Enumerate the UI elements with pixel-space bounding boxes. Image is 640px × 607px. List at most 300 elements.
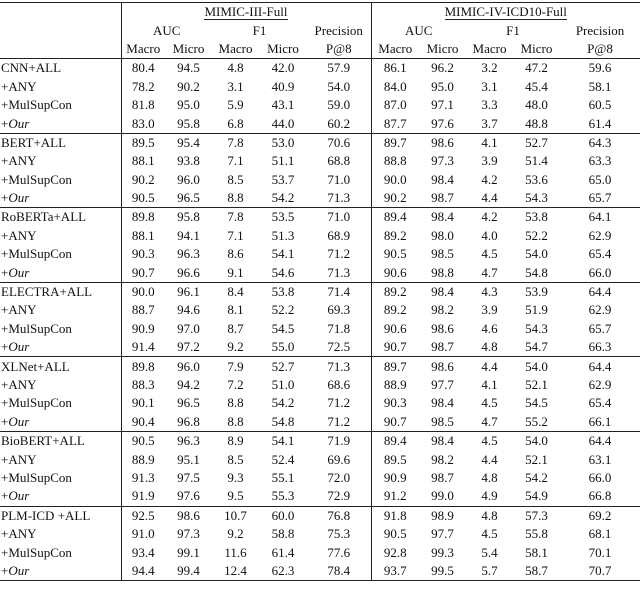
metric-value: 60.0	[259, 506, 307, 525]
metric-value: 90.6	[383, 264, 407, 280]
metric-value: 4.0	[481, 227, 498, 243]
metric-value: 95.0	[431, 78, 454, 94]
metric-value: 96.8	[177, 413, 200, 429]
table-row	[0, 320, 640, 338]
metric-value: 54.0	[513, 431, 560, 450]
metric-value: 54.0	[307, 78, 371, 96]
metric-value: 80.4	[121, 59, 165, 78]
metric-value: 78.4	[307, 562, 371, 581]
table-row	[0, 171, 640, 189]
metric-value: 71.9	[307, 431, 371, 450]
metric-value: 60.2	[307, 114, 371, 133]
metric-value: 81.8	[131, 97, 155, 113]
metric-value: 98.0	[431, 227, 454, 243]
metric-value: 71.3	[307, 189, 371, 208]
metric-value: 3.2	[466, 59, 513, 78]
method-prefix: +	[1, 562, 9, 578]
metric-value: 90.2	[383, 190, 407, 206]
metric-value: 71.2	[307, 413, 371, 432]
metric-value: 89.5	[121, 133, 165, 152]
method-prefix: +	[1, 488, 9, 504]
metric-value: 90.0	[383, 171, 407, 187]
metric-value: 11.6	[224, 544, 247, 560]
method-header-cell	[0, 3, 121, 22]
metric-value: 62.9	[588, 377, 612, 392]
metric-value: 97.1	[431, 97, 454, 113]
metric-value: 54.2	[525, 469, 548, 485]
metric-value: 90.7	[131, 264, 155, 280]
method-prefix: +	[1, 264, 9, 280]
metric-value: 89.7	[371, 357, 419, 376]
metric-value: 71.2	[307, 245, 371, 263]
table-row	[0, 189, 640, 208]
metric-value: 70.7	[560, 562, 640, 581]
metric-value: 3.1	[481, 78, 498, 94]
metric-value: 5.4	[481, 544, 498, 560]
metric-value: 98.6	[419, 357, 466, 376]
metric-value: 8.5	[227, 451, 244, 467]
metric-value: 98.2	[431, 451, 454, 467]
metric-value: 97.3	[177, 526, 200, 542]
metric-value: 90.9	[383, 469, 407, 485]
table-row	[0, 114, 640, 133]
metric-value: 40.9	[271, 78, 295, 94]
table-row	[0, 431, 640, 450]
metric-value: 4.7	[481, 264, 498, 280]
method-name: +MulSupCon	[0, 394, 121, 412]
method-name: +ANY	[0, 152, 121, 170]
metric-value: 65.7	[588, 190, 612, 206]
metric-value: 98.7	[431, 339, 454, 355]
metric-value: 89.8	[121, 208, 165, 227]
metric-value: 95.8	[165, 208, 212, 227]
metric-value: 71.3	[307, 263, 371, 282]
metric-value: 64.1	[560, 208, 640, 227]
metric-value: 94.4	[121, 562, 165, 581]
metric-value: 63.1	[588, 451, 612, 467]
metric-value: 98.4	[431, 171, 454, 187]
metric-value: 58.1	[588, 78, 612, 94]
metric-value: 97.0	[177, 320, 200, 336]
sub-header-macro: Macro	[218, 40, 253, 56]
method-name: CNN+ALL	[0, 59, 121, 78]
metric-value: 58.7	[513, 562, 560, 581]
metric-value: 4.9	[481, 488, 498, 504]
metric-value: 54.2	[271, 190, 295, 206]
metric-value: 54.3	[525, 190, 548, 206]
metric-value: 83.0	[131, 115, 155, 131]
metric-value: 62.3	[259, 562, 307, 581]
metric-value: 3.7	[481, 115, 498, 131]
metric-value: 52.2	[271, 302, 295, 318]
metric-value: 8.5	[227, 171, 244, 187]
metric-value: 68.8	[307, 152, 371, 170]
metric-value: 90.5	[383, 246, 407, 262]
metric-value: 90.6	[383, 320, 407, 336]
table-row	[0, 450, 640, 468]
metric-value: 89.8	[121, 357, 165, 376]
metric-value: 51.9	[525, 302, 548, 318]
method-name: +ANY	[0, 376, 121, 394]
table-row	[0, 263, 640, 282]
metric-group-header-row	[0, 21, 640, 39]
method-name	[0, 263, 121, 282]
metric-value: 4.8	[212, 59, 259, 78]
metric-value: 97.5	[177, 469, 200, 485]
metric-value: 52.2	[525, 227, 548, 243]
metric-value: 72.0	[307, 469, 371, 487]
metric-value: 54.9	[525, 488, 548, 504]
metric-value: 7.1	[227, 227, 244, 243]
table-row	[0, 96, 640, 114]
metric-value: 95.0	[177, 97, 200, 113]
metric-value: 91.3	[131, 469, 155, 485]
metric-value: 94.5	[165, 59, 212, 78]
metric-value: 89.2	[371, 282, 419, 301]
table-row	[0, 301, 640, 319]
metric-value: 8.8	[227, 395, 244, 411]
metric-value: 3.9	[481, 302, 498, 318]
metric-value: 66.1	[588, 413, 612, 429]
metric-value: 6.8	[227, 115, 244, 131]
metric-value: 90.4	[131, 413, 155, 429]
metric-group-auc: AUC	[405, 22, 433, 38]
metric-value: 97.6	[431, 115, 454, 131]
method-name	[0, 487, 121, 506]
metric-value: 58.8	[271, 526, 295, 542]
method-ours-label: Our	[8, 488, 30, 504]
metric-sub-header-row	[0, 40, 640, 59]
metric-value: 62.9	[588, 302, 612, 318]
metric-value: 90.7	[383, 413, 407, 429]
metric-value: 4.1	[481, 377, 498, 392]
method-name: +ANY	[0, 301, 121, 319]
table-row	[0, 394, 640, 412]
method-name: +ANY	[0, 450, 121, 468]
method-ours-label: Our	[8, 413, 30, 429]
metric-group-f1: F1	[252, 22, 267, 38]
table-row	[0, 413, 640, 432]
table-row	[0, 376, 640, 394]
method-name: BioBERT+ALL	[0, 431, 121, 450]
table-row	[0, 357, 640, 376]
metric-value: 3.1	[227, 78, 244, 94]
method-name	[0, 338, 121, 357]
method-ours-label: Our	[8, 190, 30, 206]
metric-value: 4.6	[481, 320, 498, 336]
sub-header-p-at-8: P@8	[587, 40, 613, 56]
metric-value: 63.3	[588, 153, 612, 169]
table-row	[0, 59, 640, 78]
method-name	[0, 114, 121, 133]
results-body	[0, 59, 640, 581]
method-name: RoBERTa+ALL	[0, 208, 121, 227]
metric-value: 8.9	[212, 431, 259, 450]
sub-header-macro: Macro	[378, 40, 413, 56]
metric-value: 93.7	[371, 562, 419, 581]
metric-value: 98.5	[431, 246, 454, 262]
metric-value: 4.8	[481, 469, 498, 485]
metric-value: 8.4	[212, 282, 259, 301]
metric-value: 97.6	[177, 488, 200, 504]
metric-value: 7.1	[227, 153, 244, 169]
table-row	[0, 282, 640, 301]
metric-value: 77.6	[307, 543, 371, 561]
metric-value: 88.1	[131, 153, 155, 169]
metric-value: 53.6	[525, 171, 548, 187]
metric-value: 93.4	[131, 544, 155, 560]
method-name	[0, 562, 121, 581]
table-row	[0, 487, 640, 506]
table-row	[0, 338, 640, 357]
method-name: +MulSupCon	[0, 245, 121, 263]
table-row	[0, 469, 640, 487]
metric-value: 91.8	[371, 506, 419, 525]
metric-value: 52.4	[271, 451, 295, 467]
metric-value: 98.6	[165, 506, 212, 525]
metric-value: 65.0	[588, 171, 612, 187]
metric-value: 99.3	[431, 544, 454, 560]
metric-value: 96.1	[165, 282, 212, 301]
metric-value: 96.2	[419, 59, 466, 78]
metric-value: 8.8	[227, 190, 244, 206]
metric-value: 86.1	[371, 59, 419, 78]
metric-value: 76.8	[307, 506, 371, 525]
metric-value: 89.4	[371, 208, 419, 227]
metric-value: 70.1	[588, 544, 612, 560]
metric-value: 99.1	[177, 544, 200, 560]
metric-value: 66.8	[588, 488, 612, 504]
metric-value: 52.1	[525, 451, 548, 467]
metric-value: 58.1	[525, 544, 548, 560]
metric-value: 4.7	[481, 413, 498, 429]
metric-value: 70.6	[307, 133, 371, 152]
sub-header-macro: Macro	[472, 40, 507, 56]
metric-value: 87.0	[383, 97, 407, 113]
metric-value: 89.4	[371, 431, 419, 450]
table-row	[0, 245, 640, 263]
method-prefix: +	[1, 190, 9, 206]
metric-value: 66.0	[588, 469, 612, 485]
metric-value: 97.7	[431, 526, 454, 542]
metric-value: 53.7	[271, 171, 295, 187]
metric-value: 90.0	[121, 282, 165, 301]
metric-value: 42.0	[259, 59, 307, 78]
metric-value: 53.9	[513, 282, 560, 301]
method-name	[0, 413, 121, 432]
metric-value: 55.2	[525, 413, 548, 429]
metric-value: 4.8	[466, 506, 513, 525]
metric-value: 60.5	[588, 97, 612, 113]
metric-value: 55.8	[525, 526, 548, 542]
metric-value: 98.6	[431, 320, 454, 336]
metric-value: 51.4	[525, 153, 548, 169]
metric-value: 94.2	[177, 377, 200, 392]
method-ours-label: Our	[8, 264, 30, 280]
metric-value: 7.2	[227, 377, 244, 392]
dataset-name: MIMIC-III-Full	[204, 4, 288, 20]
metric-value: 62.9	[588, 227, 612, 243]
metric-value: 4.4	[466, 357, 513, 376]
metric-value: 61.4	[588, 115, 612, 131]
metric-value: 91.4	[131, 339, 155, 355]
metric-value: 68.9	[307, 227, 371, 245]
metric-value: 98.5	[431, 413, 454, 429]
metric-value: 54.1	[271, 246, 295, 262]
metric-value: 95.4	[165, 133, 212, 152]
metric-value: 90.2	[177, 78, 200, 94]
metric-value: 71.3	[307, 357, 371, 376]
metric-value: 88.3	[131, 377, 155, 392]
metric-value: 4.2	[481, 171, 498, 187]
metric-value: 10.7	[212, 506, 259, 525]
metric-value: 89.5	[383, 451, 407, 467]
method-name: ELECTRA+ALL	[0, 282, 121, 301]
metric-value: 51.0	[271, 377, 295, 392]
metric-value: 7.9	[212, 357, 259, 376]
method-ours-label: Our	[8, 562, 30, 578]
metric-value: 54.5	[525, 395, 548, 411]
metric-value: 53.8	[513, 208, 560, 227]
metric-value: 59.6	[560, 59, 640, 78]
metric-value: 96.6	[177, 264, 200, 280]
metric-value: 93.8	[177, 153, 200, 169]
table-row	[0, 78, 640, 96]
metric-value: 88.7	[131, 302, 155, 318]
metric-value: 96.3	[165, 431, 212, 450]
metric-value: 98.6	[419, 133, 466, 152]
dataset-name: MIMIC-IV-ICD10-Full	[444, 4, 567, 20]
metric-value: 99.5	[419, 562, 466, 581]
metric-value: 4.5	[481, 246, 498, 262]
metric-value: 66.0	[588, 264, 612, 280]
metric-value: 90.7	[383, 339, 407, 355]
metric-value: 12.4	[212, 562, 259, 581]
method-name: +ANY	[0, 78, 121, 96]
metric-value: 53.5	[259, 208, 307, 227]
metric-value: 4.8	[481, 339, 498, 355]
metric-value: 98.4	[431, 395, 454, 411]
table-row	[0, 506, 640, 525]
metric-value: 3.9	[481, 153, 498, 169]
metric-value: 72.5	[307, 338, 371, 357]
metric-value: 84.0	[383, 78, 407, 94]
metric-value: 9.1	[227, 264, 244, 280]
metric-value: 8.1	[227, 302, 244, 318]
metric-value: 57.9	[307, 59, 371, 78]
metric-group-precision: Precision	[307, 21, 371, 39]
metric-value: 98.8	[431, 264, 454, 280]
metric-value: 54.8	[271, 413, 295, 429]
metric-value: 54.2	[271, 395, 295, 411]
metric-value: 92.8	[383, 544, 407, 560]
table-row	[0, 227, 640, 245]
metric-value: 69.6	[307, 450, 371, 468]
sub-header-p-at-8: P@8	[307, 40, 371, 59]
metric-value: 72.9	[307, 487, 371, 506]
metric-value: 90.3	[131, 246, 155, 262]
metric-value: 66.3	[588, 339, 612, 355]
metric-value: 78.2	[131, 78, 155, 94]
metric-value: 59.0	[307, 96, 371, 114]
table-row	[0, 562, 640, 581]
metric-value: 51.1	[271, 153, 295, 169]
method-prefix: +	[1, 339, 9, 355]
dataset-header-row	[0, 3, 640, 22]
table-row	[0, 525, 640, 543]
metric-value: 52.7	[259, 357, 307, 376]
metric-value: 88.1	[131, 227, 155, 243]
metric-value: 98.4	[419, 208, 466, 227]
metric-value: 54.6	[271, 264, 295, 280]
method-prefix: +	[1, 115, 9, 131]
metric-value: 94.6	[177, 302, 200, 318]
method-ours-label: Our	[8, 115, 30, 131]
method-name: +MulSupCon	[0, 171, 121, 189]
metric-value: 90.1	[131, 395, 155, 411]
metric-value: 71.2	[307, 394, 371, 412]
method-ours-label: Our	[8, 339, 30, 355]
metric-value: 57.3	[513, 506, 560, 525]
metric-value: 71.4	[307, 282, 371, 301]
method-name: PLM-ICD +ALL	[0, 506, 121, 525]
metric-value: 48.8	[525, 115, 548, 131]
metric-value: 88.9	[383, 377, 407, 392]
metric-group-f1: F1	[506, 22, 520, 38]
metric-value: 71.0	[307, 208, 371, 227]
sub-header-micro: Micro	[267, 40, 299, 56]
metric-value: 90.5	[121, 431, 165, 450]
metric-value: 98.9	[419, 506, 466, 525]
metric-value: 97.7	[431, 377, 454, 392]
metric-value: 90.3	[383, 395, 407, 411]
metric-value: 5.7	[466, 562, 513, 581]
metric-value: 48.0	[525, 97, 548, 113]
dataset-header-mimic-iii	[121, 3, 371, 22]
metric-value: 54.3	[525, 320, 548, 336]
metric-value: 68.6	[307, 376, 371, 394]
metric-value: 98.7	[431, 190, 454, 206]
metric-value: 47.2	[513, 59, 560, 78]
method-name: +MulSupCon	[0, 543, 121, 561]
method-name: BERT+ALL	[0, 133, 121, 152]
metric-value: 68.1	[588, 526, 612, 542]
metric-value: 54.0	[513, 357, 560, 376]
metric-value: 8.6	[227, 246, 244, 262]
metric-value: 92.5	[121, 506, 165, 525]
metric-value: 99.4	[165, 562, 212, 581]
metric-value: 4.2	[466, 208, 513, 227]
metric-value: 96.5	[177, 395, 200, 411]
metric-value: 7.8	[212, 133, 259, 152]
metric-value: 4.1	[466, 133, 513, 152]
metric-value: 64.4	[560, 431, 640, 450]
metric-value: 65.7	[588, 320, 612, 336]
metric-value: 4.5	[481, 395, 498, 411]
metric-value: 94.1	[177, 227, 200, 243]
table-row	[0, 152, 640, 170]
metric-value: 64.3	[560, 133, 640, 152]
metric-value: 87.7	[383, 115, 407, 131]
sub-header-micro: Micro	[426, 40, 459, 56]
method-name: XLNet+ALL	[0, 357, 121, 376]
dataset-header-mimic-iv	[371, 3, 640, 22]
method-name: +MulSupCon	[0, 469, 121, 487]
metric-value: 90.5	[131, 190, 155, 206]
metric-value: 96.3	[177, 246, 200, 262]
metric-value: 89.2	[383, 227, 407, 243]
metric-value: 54.1	[259, 431, 307, 450]
